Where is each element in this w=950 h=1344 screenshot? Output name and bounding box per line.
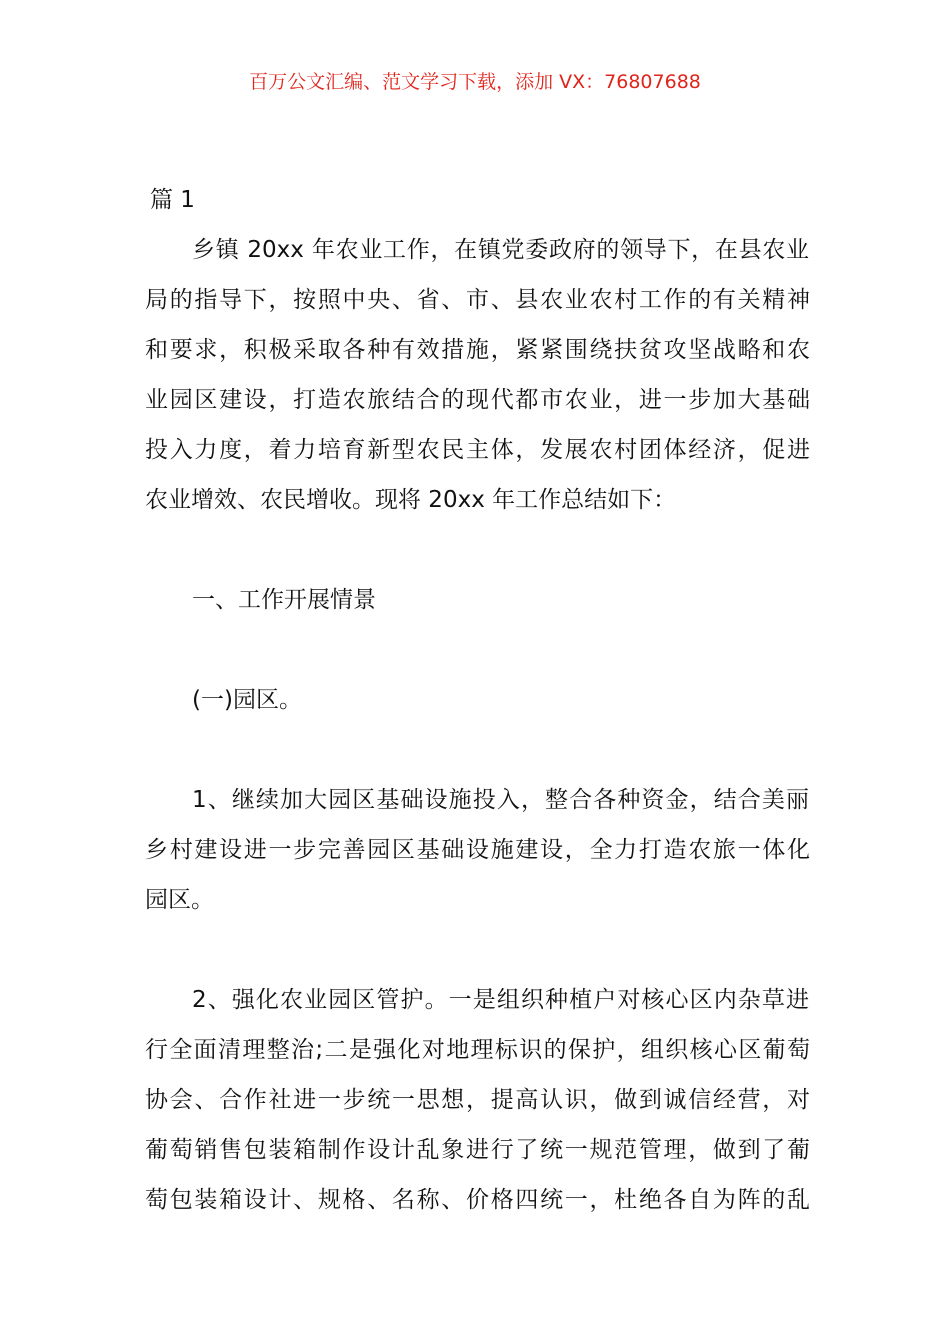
paragraph-line: 乡镇 20xx 年农业工作，在镇党委政府的领导下，在县农业 bbox=[192, 237, 809, 263]
paragraph-line: 2、强化农业园区管护。一是组织种植户对核心区内杂草进 bbox=[192, 987, 809, 1013]
paragraph-line: 1、继续加大园区基础设施投入，整合各种资金，结合美丽 bbox=[192, 787, 809, 813]
part-label: 篇 1 bbox=[150, 187, 195, 213]
section-heading: 一、工作开展情景 bbox=[192, 587, 376, 613]
paragraph-line: 葡萄销售包装箱制作设计乱象进行了统一规范管理，做到了葡 bbox=[145, 1137, 810, 1163]
paragraph-line: 投入力度，着力培育新型农民主体，发展农村团体经济，促进 bbox=[145, 437, 810, 463]
paragraph-line: 乡村建设进一步完善园区基础设施建设，全力打造农旅一体化 bbox=[145, 837, 810, 863]
paragraph-line: 萄包装箱设计、规格、名称、价格四统一，杜绝各自为阵的乱 bbox=[145, 1187, 810, 1213]
paragraph-line: 园区。 bbox=[145, 887, 214, 913]
paragraph-line: 局的指导下，按照中央、省、市、县农业农村工作的有关精神 bbox=[145, 287, 810, 313]
subsection-heading: (一)园区。 bbox=[192, 687, 302, 713]
paragraph-line: 行全面清理整治;二是强化对地理标识的保护，组织核心区葡萄 bbox=[145, 1037, 810, 1063]
header-banner: 百万公文汇编、范文学习下载，添加 VX：76807688 bbox=[249, 71, 701, 93]
paragraph-line: 业园区建设，打造农旅结合的现代都市农业，进一步加大基础 bbox=[145, 387, 810, 413]
paragraph-line: 和要求，积极采取各种有效措施，紧紧围绕扶贫攻坚战略和农 bbox=[145, 337, 810, 363]
paragraph-line: 农业增效、农民增收。现将 20xx 年工作总结如下： bbox=[145, 487, 677, 513]
paragraph-line: 协会、合作社进一步统一思想，提高认识，做到诚信经营，对 bbox=[145, 1087, 810, 1113]
